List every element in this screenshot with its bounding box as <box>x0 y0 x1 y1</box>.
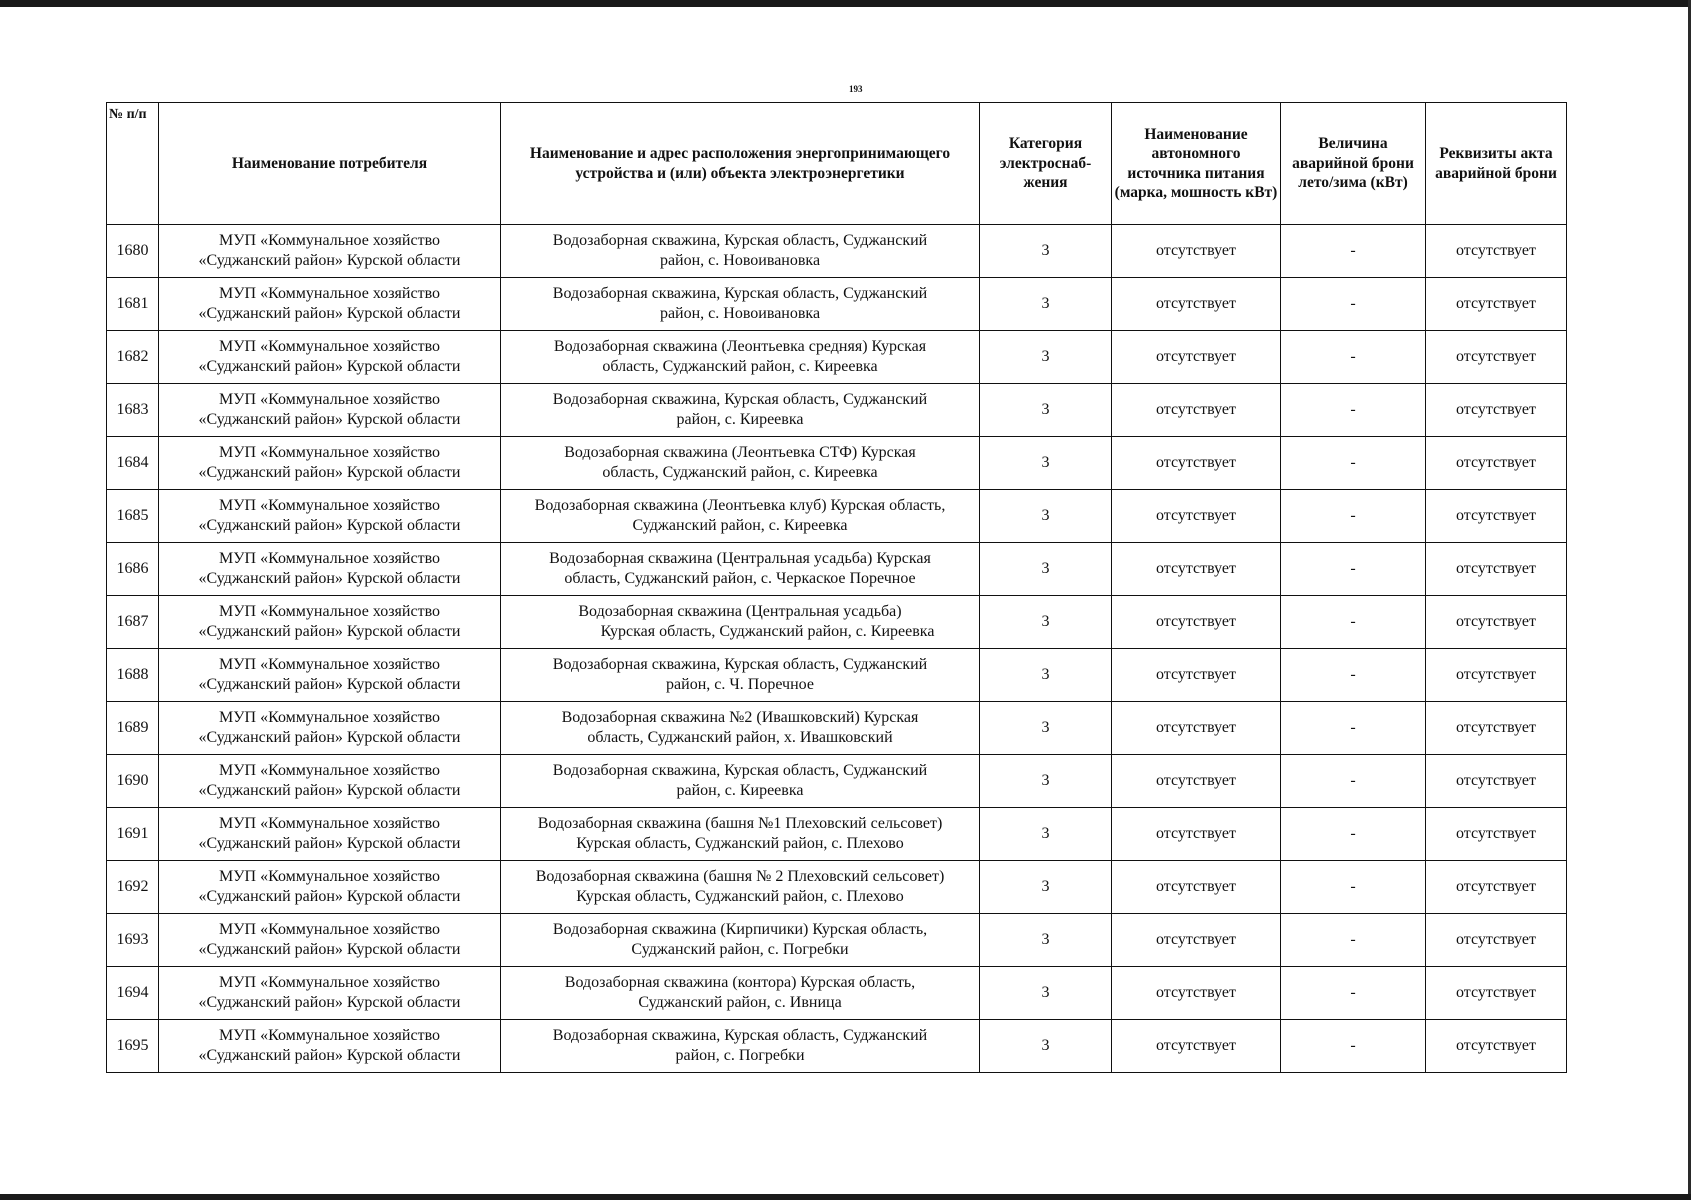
cell-object <box>501 1020 980 1073</box>
table-header <box>107 103 1567 225</box>
header-source: Наименование автономного источника питания (марка, мошность кВт) <box>1112 103 1281 225</box>
cell-category <box>980 384 1112 437</box>
cell-source <box>1112 543 1281 596</box>
cell-consumer-line: «Суджанский район» Курской области <box>198 941 461 958</box>
cell-source <box>1112 1020 1281 1073</box>
table-row <box>107 596 1567 649</box>
cell-num-line: 1689 <box>116 719 149 736</box>
cell-consumer-line: МУП «Коммунальное хозяйство <box>218 762 441 779</box>
cell-source <box>1112 225 1281 278</box>
cell-category <box>980 596 1112 649</box>
header-object: Наименование и адрес расположения энергопринимающего устройства и (или) объекта электроэнергетики <box>501 103 980 225</box>
cell-consumer-line: «Суджанский район» Курской области <box>198 676 461 693</box>
cell-object-line: Водозаборная скважина (Центральная усадьба) Курская <box>549 550 931 567</box>
cell-act <box>1426 543 1567 596</box>
cell-act-line: отсутствует <box>1455 1037 1537 1054</box>
cell-act <box>1426 1020 1567 1073</box>
cell-consumer-line: МУП «Коммунальное хозяйство <box>218 285 441 302</box>
cell-reserve-line: - <box>1350 454 1356 471</box>
cell-num-line: 1681 <box>116 295 149 312</box>
table-row <box>107 331 1567 384</box>
cell-reserve <box>1281 914 1426 967</box>
cell-act <box>1426 755 1567 808</box>
table-row <box>107 649 1567 702</box>
cell-consumer-line: МУП «Коммунальное хозяйство <box>218 709 441 726</box>
cell-reserve-line: - <box>1350 613 1356 630</box>
cell-consumer-line: МУП «Коммунальное хозяйство <box>218 550 441 567</box>
cell-act <box>1426 384 1567 437</box>
cell-consumer-line: МУП «Коммунальное хозяйство <box>218 1027 441 1044</box>
cell-reserve-line: - <box>1350 242 1356 259</box>
cell-category <box>980 649 1112 702</box>
cell-object-line: Водозаборная скважина, Курская область, Суджанский <box>552 285 928 302</box>
cell-object <box>501 437 980 490</box>
cell-act-line: отсутствует <box>1455 984 1537 1001</box>
cell-category-line: 3 <box>1041 878 1050 895</box>
cell-object-line: Водозаборная скважина (Леонтьевка средняя) Курская <box>553 338 927 355</box>
cell-reserve <box>1281 278 1426 331</box>
cell-source <box>1112 649 1281 702</box>
cell-reserve-line: - <box>1350 348 1356 365</box>
table-row <box>107 967 1567 1020</box>
cell-num-line: 1694 <box>116 984 149 1001</box>
table-row <box>107 914 1567 967</box>
cell-category-line: 3 <box>1041 613 1050 630</box>
cell-num <box>107 914 159 967</box>
cell-category-line: 3 <box>1041 401 1050 418</box>
cell-source-line: отсутствует <box>1155 984 1237 1001</box>
cell-category-line: 3 <box>1041 348 1050 365</box>
table-row <box>107 755 1567 808</box>
cell-reserve-line: - <box>1350 507 1356 524</box>
table-row <box>107 225 1567 278</box>
cell-category <box>980 331 1112 384</box>
cell-num <box>107 543 159 596</box>
cell-consumer <box>159 490 501 543</box>
cell-object-line: Суджанский район, с. Погребки <box>631 941 849 958</box>
table-row <box>107 384 1567 437</box>
cell-reserve <box>1281 1020 1426 1073</box>
cell-consumer-line: «Суджанский район» Курской области <box>198 994 461 1011</box>
cell-reserve <box>1281 437 1426 490</box>
cell-object-line: Суджанский район, с. Ивница <box>638 994 842 1011</box>
cell-consumer-line: «Суджанский район» Курской области <box>198 782 461 799</box>
cell-act-line: отсутствует <box>1455 878 1537 895</box>
cell-num-line: 1682 <box>116 348 149 365</box>
cell-source-line: отсутствует <box>1155 1037 1237 1054</box>
cell-consumer-line: «Суджанский район» Курской области <box>198 623 461 640</box>
cell-consumer <box>159 384 501 437</box>
cell-reserve-line: - <box>1350 772 1356 789</box>
cell-act <box>1426 702 1567 755</box>
cell-object-line: область, Суджанский район, с. Киреевка <box>602 464 878 481</box>
cell-category-line: 3 <box>1041 931 1050 948</box>
scan-edge-bottom <box>0 1194 1691 1200</box>
cell-act-line: отсутствует <box>1455 348 1537 365</box>
cell-reserve <box>1281 967 1426 1020</box>
cell-consumer-line: «Суджанский район» Курской области <box>198 411 461 428</box>
cell-source-line: отсутствует <box>1155 560 1237 577</box>
cell-object <box>501 596 980 649</box>
cell-reserve-line: - <box>1350 401 1356 418</box>
cell-object <box>501 967 980 1020</box>
header-act: Реквизиты акта аварийной брони <box>1426 103 1567 225</box>
cell-num <box>107 225 159 278</box>
table-row <box>107 543 1567 596</box>
cell-consumer-line: «Суджанский район» Курской области <box>198 835 461 852</box>
cell-consumer <box>159 596 501 649</box>
cell-num-line: 1685 <box>116 507 149 524</box>
cell-num <box>107 808 159 861</box>
cell-source <box>1112 384 1281 437</box>
cell-source-line: отсутствует <box>1155 401 1237 418</box>
cell-consumer <box>159 967 501 1020</box>
table-row <box>107 1020 1567 1073</box>
cell-object <box>501 808 980 861</box>
cell-source-line: отсутствует <box>1155 507 1237 524</box>
cell-consumer <box>159 331 501 384</box>
cell-reserve <box>1281 649 1426 702</box>
cell-reserve <box>1281 861 1426 914</box>
cell-reserve <box>1281 225 1426 278</box>
cell-source-line: отсутствует <box>1155 931 1237 948</box>
cell-consumer-line: МУП «Коммунальное хозяйство <box>218 656 441 673</box>
cell-category-line: 3 <box>1041 295 1050 312</box>
cell-reserve-line: - <box>1350 719 1356 736</box>
cell-act-line: отсутствует <box>1455 772 1537 789</box>
cell-consumer-line: МУП «Коммунальное хозяйство <box>218 868 441 885</box>
cell-source <box>1112 861 1281 914</box>
cell-object-line: Водозаборная скважина (контора) Курская область, <box>564 974 916 991</box>
cell-source-line: отсутствует <box>1155 454 1237 471</box>
cell-reserve-line: - <box>1350 878 1356 895</box>
cell-num-line: 1692 <box>116 878 149 895</box>
cell-act <box>1426 437 1567 490</box>
cell-reserve-line: - <box>1350 295 1356 312</box>
cell-object-line: район, с. Погребки <box>675 1047 805 1064</box>
cell-source <box>1112 278 1281 331</box>
cell-source <box>1112 755 1281 808</box>
cell-consumer <box>159 543 501 596</box>
cell-object-line: район, с. Киреевка <box>676 411 804 428</box>
cell-reserve <box>1281 808 1426 861</box>
cell-consumer-line: МУП «Коммунальное хозяйство <box>218 815 441 832</box>
cell-object-line: Курская область, Суджанский район, с. Киреевка <box>600 623 935 640</box>
cell-object <box>501 331 980 384</box>
cell-act-line: отсутствует <box>1455 242 1537 259</box>
cell-act <box>1426 649 1567 702</box>
cell-category <box>980 914 1112 967</box>
cell-consumer-line: «Суджанский район» Курской области <box>198 517 461 534</box>
cell-consumer <box>159 808 501 861</box>
cell-source-line: отсутствует <box>1155 825 1237 842</box>
cell-category <box>980 967 1112 1020</box>
header-reserve: Величина аварийной брони лето/зима (кВт) <box>1281 103 1426 225</box>
cell-consumer-line: МУП «Коммунальное хозяйство <box>218 232 441 249</box>
cell-object-line: район, с. Новоивановка <box>659 252 821 269</box>
cell-consumer-line: МУП «Коммунальное хозяйство <box>218 444 441 461</box>
cell-num <box>107 861 159 914</box>
cell-act-line: отсутствует <box>1455 401 1537 418</box>
cell-reserve-line: - <box>1350 984 1356 1001</box>
cell-reserve <box>1281 702 1426 755</box>
cell-consumer <box>159 437 501 490</box>
cell-act <box>1426 808 1567 861</box>
cell-num <box>107 649 159 702</box>
cell-consumer <box>159 1020 501 1073</box>
cell-num <box>107 331 159 384</box>
cell-act-line: отсутствует <box>1455 825 1537 842</box>
cell-category-line: 3 <box>1041 984 1050 1001</box>
cell-object-line: Водозаборная скважина (башня №1 Плеховский сельсовет) <box>537 815 943 832</box>
table-row <box>107 490 1567 543</box>
cell-reserve-line: - <box>1350 560 1356 577</box>
cell-object-line: Водозаборная скважина (Леонтьевка клуб) Курская область, <box>534 497 946 514</box>
cell-act <box>1426 596 1567 649</box>
cell-category-line: 3 <box>1041 772 1050 789</box>
cell-consumer-line: МУП «Коммунальное хозяйство <box>218 974 441 991</box>
cell-source <box>1112 702 1281 755</box>
header-row <box>107 103 1567 225</box>
cell-source <box>1112 914 1281 967</box>
cell-act-line: отсутствует <box>1455 507 1537 524</box>
cell-consumer-line: «Суджанский район» Курской области <box>198 888 461 905</box>
cell-object-line: Водозаборная скважина (Леонтьевка СТФ) Курская <box>564 444 916 461</box>
cell-category-line: 3 <box>1041 719 1050 736</box>
cell-num-line: 1693 <box>116 931 149 948</box>
cell-category-line: 3 <box>1041 454 1050 471</box>
cell-act-line: отсутствует <box>1455 454 1537 471</box>
cell-act-line: отсутствует <box>1455 295 1537 312</box>
cell-object <box>501 225 980 278</box>
cell-object-line: Водозаборная скважина, Курская область, Суджанский <box>552 762 928 779</box>
cell-category-line: 3 <box>1041 825 1050 842</box>
cell-object-line: область, Суджанский район, х. Ивашковский <box>587 729 893 746</box>
cell-object-line: Водозаборная скважина, Курская область, Суджанский <box>552 656 928 673</box>
cell-consumer-line: «Суджанский район» Курской области <box>198 729 461 746</box>
cell-act <box>1426 967 1567 1020</box>
cell-act-line: отсутствует <box>1455 931 1537 948</box>
cell-num <box>107 702 159 755</box>
cell-object <box>501 649 980 702</box>
cell-num <box>107 384 159 437</box>
cell-object-line: Водозаборная скважина, Курская область, Суджанский <box>552 391 928 408</box>
cell-num-line: 1686 <box>116 560 149 577</box>
cell-reserve-line: - <box>1350 666 1356 683</box>
cell-reserve <box>1281 384 1426 437</box>
cell-consumer <box>159 914 501 967</box>
cell-num <box>107 755 159 808</box>
cell-category-line: 3 <box>1041 1037 1050 1054</box>
cell-consumer-line: МУП «Коммунальное хозяйство <box>218 603 441 620</box>
cell-source <box>1112 967 1281 1020</box>
cell-object <box>501 543 980 596</box>
registry-table <box>106 102 1567 1073</box>
cell-object <box>501 490 980 543</box>
cell-category <box>980 278 1112 331</box>
cell-act-line: отсутствует <box>1455 560 1537 577</box>
cell-source-line: отсутствует <box>1155 772 1237 789</box>
cell-object <box>501 278 980 331</box>
cell-object-line: Водозаборная скважина (Кирпичики) Курская область, <box>552 921 928 938</box>
cell-act <box>1426 278 1567 331</box>
cell-act <box>1426 914 1567 967</box>
cell-source-line: отсутствует <box>1155 719 1237 736</box>
cell-num-line: 1684 <box>116 454 149 471</box>
scan-edge-top <box>0 0 1691 7</box>
cell-num <box>107 967 159 1020</box>
cell-source <box>1112 331 1281 384</box>
cell-object-line: область, Суджанский район, с. Киреевка <box>602 358 878 375</box>
table-body <box>107 225 1567 1073</box>
cell-consumer-line: «Суджанский район» Курской области <box>198 305 461 322</box>
cell-object <box>501 384 980 437</box>
header-category: Категория электроснаб-жения <box>980 103 1112 225</box>
cell-num-line: 1695 <box>116 1037 149 1054</box>
cell-object-line: Суджанский район, с. Киреевка <box>632 517 848 534</box>
cell-object-line: Водозаборная скважина (башня № 2 Плеховский сельсовет) <box>535 868 945 885</box>
cell-consumer <box>159 649 501 702</box>
cell-category-line: 3 <box>1041 560 1050 577</box>
cell-num-line: 1691 <box>116 825 149 842</box>
cell-act-line: отсутствует <box>1455 666 1537 683</box>
cell-num <box>107 437 159 490</box>
cell-consumer <box>159 278 501 331</box>
cell-reserve <box>1281 331 1426 384</box>
cell-act-line: отсутствует <box>1455 613 1537 630</box>
cell-num-line: 1683 <box>116 401 149 418</box>
cell-source-line: отсутствует <box>1155 242 1237 259</box>
cell-source <box>1112 490 1281 543</box>
cell-consumer-line: «Суджанский район» Курской области <box>198 464 461 481</box>
cell-consumer <box>159 861 501 914</box>
cell-act <box>1426 225 1567 278</box>
cell-source <box>1112 596 1281 649</box>
cell-num-line: 1688 <box>116 666 149 683</box>
cell-object-line: Водозаборная скважина (Центральная усадьба) <box>578 603 902 620</box>
cell-object-line: область, Суджанский район, с. Черкаское Поречное <box>564 570 916 587</box>
cell-reserve-line: - <box>1350 931 1356 948</box>
cell-num <box>107 1020 159 1073</box>
header-num: № п/п <box>107 103 159 225</box>
cell-act <box>1426 490 1567 543</box>
cell-reserve <box>1281 755 1426 808</box>
cell-object-line: район, с. Новоивановка <box>659 305 821 322</box>
cell-category <box>980 543 1112 596</box>
cell-source-line: отсутствует <box>1155 666 1237 683</box>
cell-object <box>501 861 980 914</box>
cell-num <box>107 278 159 331</box>
cell-consumer-line: МУП «Коммунальное хозяйство <box>218 338 441 355</box>
cell-category <box>980 861 1112 914</box>
cell-category-line: 3 <box>1041 666 1050 683</box>
cell-category <box>980 808 1112 861</box>
cell-num <box>107 596 159 649</box>
cell-source-line: отсутствует <box>1155 613 1237 630</box>
cell-object-line: Курская область, Суджанский район, с. Плехово <box>576 888 904 905</box>
cell-object-line: Водозаборная скважина, Курская область, Суджанский <box>552 1027 928 1044</box>
cell-act <box>1426 861 1567 914</box>
cell-category <box>980 1020 1112 1073</box>
cell-num <box>107 490 159 543</box>
cell-object-line: Курская область, Суджанский район, с. Плехово <box>576 835 904 852</box>
cell-reserve <box>1281 490 1426 543</box>
cell-object <box>501 914 980 967</box>
cell-object-line: Водозаборная скважина №2 (Ивашковский) Курская <box>561 709 919 726</box>
cell-source-line: отсутствует <box>1155 878 1237 895</box>
cell-reserve <box>1281 543 1426 596</box>
cell-object-line: район, с. Киреевка <box>676 782 804 799</box>
cell-num-line: 1687 <box>116 613 149 630</box>
cell-consumer <box>159 702 501 755</box>
cell-consumer-line: «Суджанский район» Курской области <box>198 570 461 587</box>
cell-category <box>980 490 1112 543</box>
header-consumer: Наименование потребителя <box>159 103 501 225</box>
table-row <box>107 437 1567 490</box>
cell-consumer <box>159 755 501 808</box>
cell-reserve-line: - <box>1350 1037 1356 1054</box>
cell-num-line: 1690 <box>116 772 149 789</box>
table-row <box>107 808 1567 861</box>
table-row <box>107 278 1567 331</box>
cell-num-line: 1680 <box>116 242 149 259</box>
cell-category <box>980 225 1112 278</box>
cell-act <box>1426 331 1567 384</box>
cell-category <box>980 702 1112 755</box>
table-row <box>107 702 1567 755</box>
cell-consumer-line: МУП «Коммунальное хозяйство <box>218 497 441 514</box>
cell-act-line: отсутствует <box>1455 719 1537 736</box>
cell-consumer-line: «Суджанский район» Курской области <box>198 358 461 375</box>
cell-source-line: отсутствует <box>1155 295 1237 312</box>
cell-source <box>1112 437 1281 490</box>
cell-source <box>1112 808 1281 861</box>
cell-category <box>980 755 1112 808</box>
cell-object <box>501 755 980 808</box>
page-number: 193 <box>849 84 863 94</box>
cell-object-line: Водозаборная скважина, Курская область, Суджанский <box>552 232 928 249</box>
cell-category <box>980 437 1112 490</box>
cell-source-line: отсутствует <box>1155 348 1237 365</box>
cell-category-line: 3 <box>1041 507 1050 524</box>
table-row <box>107 861 1567 914</box>
cell-consumer <box>159 225 501 278</box>
cell-object-line: район, с. Ч. Поречное <box>666 676 814 693</box>
cell-object <box>501 702 980 755</box>
cell-reserve-line: - <box>1350 825 1356 842</box>
cell-reserve <box>1281 596 1426 649</box>
cell-category-line: 3 <box>1041 242 1050 259</box>
cell-consumer-line: «Суджанский район» Курской области <box>198 252 461 269</box>
cell-consumer-line: МУП «Коммунальное хозяйство <box>218 921 441 938</box>
cell-consumer-line: «Суджанский район» Курской области <box>198 1047 461 1064</box>
cell-consumer-line: МУП «Коммунальное хозяйство <box>218 391 441 408</box>
